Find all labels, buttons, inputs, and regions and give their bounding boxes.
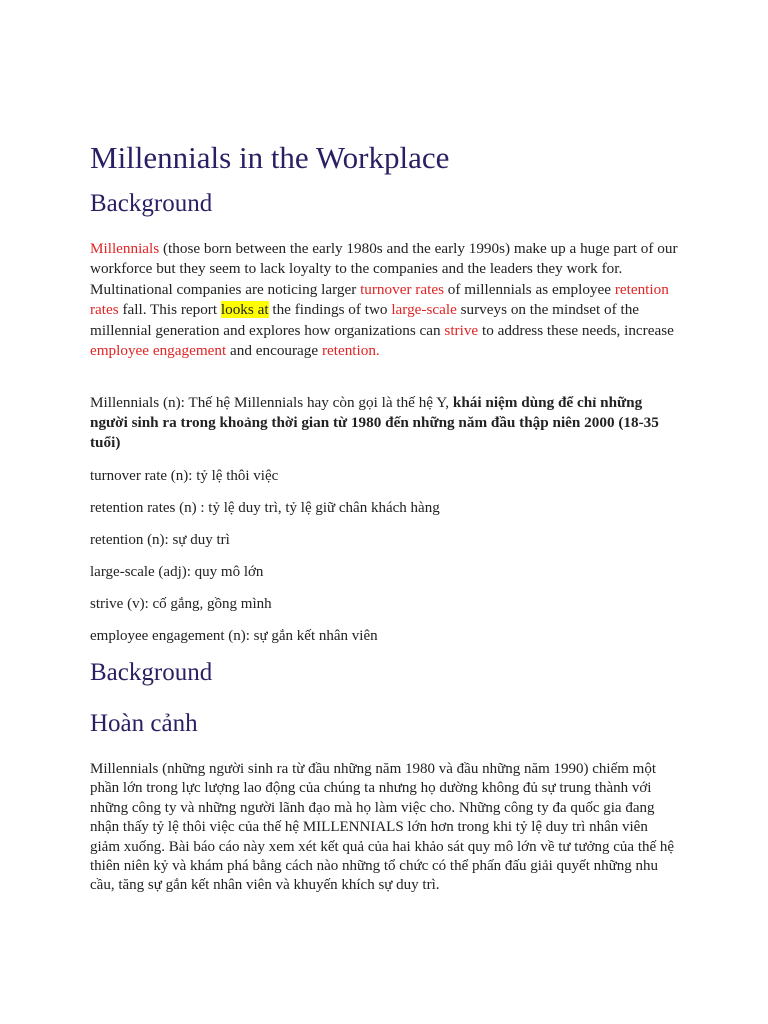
vocab-item: large-scale (adj): quy mô lớn — [90, 564, 264, 580]
vocab-item: retention rates (n) : tỷ lệ duy trì, tỷ lệ giữ chân khách hàng — [90, 500, 440, 516]
intro-text-3: fall. This report — [118, 301, 221, 319]
term-turnover-rates: turnover rates — [360, 280, 444, 298]
term-retention: retention. — [321, 342, 380, 360]
intro-text-5: surveys on the mindset of the millennial generation and explores how organizations can — [90, 301, 640, 339]
translation-paragraph: Millennials (những người sinh ra từ đầu những năm 1980 và đầu những năm 1990) chiếm một phần lớn trong lực lượng lao động của chúng ta nhưng họ dường không đủ sự trung thành với những công ty và những người lãnh đạo mà họ làm việc cho. Những công ty đa quốc gia đang nhận thấy tỷ lệ thôi việc của thế hệ MILLENNIALS lớn hơn trong khi tỷ lệ duy trì nhân viên giảm xuống. Bài báo cáo này xem xét kết quả của hai khảo sát quy mô lớn về tư tưởng của thế hệ thiên niên kỷ và khám phá bằng cách nào những tổ chức có thể phấn đấu giải quyết những nhu cầu, tăng sự gắn kết nhân viên và khuyến khích sự duy trì. — [90, 761, 675, 894]
term-strive: strive — [444, 321, 479, 339]
intro-text-6: to address these needs, increase — [478, 321, 674, 339]
vocab-item: employee engagement (n): sự gắn kết nhân viên — [90, 628, 378, 644]
section-heading-hoan-canh: Hoàn cảnh — [90, 710, 198, 737]
definition-bold: khái niệm dùng để chỉ những người sinh ra trong khoảng thời gian từ 1980 đến những năm đầu thập niên 2000 (18-35 tuổi) — [90, 394, 659, 451]
vocab-item: turnover rate (n): tỷ lệ thôi việc — [90, 468, 279, 484]
term-millennials: Millennials — [90, 240, 160, 257]
term-retention-rates: retention rates — [90, 280, 669, 319]
intro-paragraph — [90, 239, 680, 361]
section-heading-background-2: Background — [90, 659, 213, 686]
vocab-item: retention (n): sự duy trì — [90, 532, 230, 548]
intro-text-7: and encourage — [226, 342, 322, 360]
intro-text-1: (those born between the early 1980s and the early 1990s) make up a huge part of our workforce but they seem to lack loyalty to the companies and the leaders they work for. Multinational companies are noticing larger — [90, 240, 678, 298]
intro-text-2: of millennials as employee — [443, 280, 615, 298]
intro-text-4: the findings of two — [268, 301, 392, 319]
definition-plain: Millennials (n): Thế hệ Millennials hay còn gọi là thế hệ Y, — [90, 394, 453, 411]
definition-paragraph — [90, 393, 680, 453]
term-large-scale: large-scale — [391, 301, 457, 319]
term-employee-engagement: employee engagement — [90, 342, 227, 360]
highlighted-looks-at: looks at — [220, 301, 269, 319]
vocab-item: strive (v): cố gắng, gồng mình — [90, 596, 272, 612]
section-heading-background: Background — [90, 190, 213, 217]
page-title: Millennials in the Workplace — [90, 140, 450, 175]
